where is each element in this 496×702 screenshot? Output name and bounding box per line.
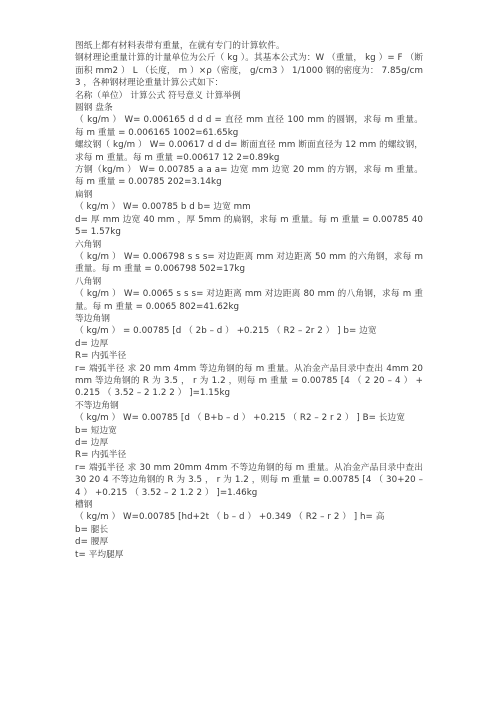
- flat-steel-formula: （ kg/m ） W= 0.00785 b d b= 边宽 mm: [75, 202, 251, 213]
- formula-intro-paragraph: 钢材理论重量计算的计量单位为公斤（ kg ）。其基本公式为：W （重量， kg ）= F （断面积 mm2 ） L （长度， m ）×ρ（密度， g/cm3 ） 1/1000 钢的密度为： 7.85g/cm3 ，各种钢材理论重量计算公式如下：: [75, 53, 423, 89]
- section-channel-steel: 槽钢: [75, 500, 93, 511]
- hexagon-steel-formula: （ kg/m ） W= 0.006798 s s s= 对边距离 mm 对边距离 50 mm 的六角钢，求每 m 重量。每 m 重量 = 0.006798 502=17kg: [75, 251, 423, 275]
- equal-angle-example: r= 端弧半径 求 20 mm 4mm 等边角钢的每 m 重量。从冶金产品目录中查出 4mm 20 mm 等边角钢的 R 为 3.5 ， r 为 1.2 ，则每 m 重量 = 0.00785 [4 （ 2 20 – 4 ） +0.215 （ 3.52 – 2 1.2 2 ） ]=1.15kg: [75, 363, 423, 399]
- unequal-angle-example: r= 端弧半径 求 30 mm 20mm 4mm 不等边角钢的每 m 重量。从冶金产品目录中查出 30 20 4 不等边角钢的 R 为 3.5 ， r 为 1.2 ，则每 m 重量 = 0.00785 [4 （ 30+20 – 4 ） +0.215 （ 3.52 – 2 1.2 2 ） ]=1.46kg: [75, 462, 423, 498]
- unequal-angle-symbol-R: R= 内弧半径: [75, 450, 127, 461]
- unequal-angle-symbol-d: d= 边厚: [75, 438, 109, 448]
- equal-angle-formula: （ kg/m ） = 0.00785 [d （ 2b – d ） +0.215 （ R2 – 2r 2 ） ] b= 边宽: [75, 326, 377, 337]
- document-text: [75, 40, 423, 561]
- section-flat-steel: 扁钢: [75, 189, 93, 200]
- square-steel-formula: 方钢（kg/m ） W= 0.00785 a a a= 边宽 mm 边宽 20 mm 的方钢，求每 m 重量。每 m 重量 = 0.00785 202=3.14kg: [75, 165, 423, 188]
- channel-steel-formula: （ kg/m ） W=0.00785 [hd+2t （ b – d ） +0.349 （ R2 – r 2 ） ] h= 高: [75, 512, 385, 523]
- channel-symbol-d: d= 腰厚: [75, 537, 109, 548]
- rebar-formula: 螺纹钢（ kg/m ） W= 0.00617 d d d= 断面直径 mm 断面直径为 12 mm 的螺纹钢，求每 m 重量。每 m 重量 =0.00617 12 2=0.89kg: [75, 140, 423, 163]
- section-octagon-steel: 八角钢: [75, 276, 102, 287]
- equal-angle-symbol-R: R= 内弧半径: [75, 351, 127, 362]
- round-steel-formula: （ kg/m ） W= 0.006165 d d d = 直径 mm 直径 100 mm 的圆钢，求每 m 重量。每 m 重量 = 0.006165 1002=61.65kg: [75, 115, 423, 138]
- equal-angle-symbol-d: d= 边厚: [75, 338, 109, 349]
- flat-steel-example: d= 厚 mm 边宽 40 mm ，厚 5mm 的扁钢，求每 m 重量。每 m 重量 = 0.00785 40 5= 1.57kg: [75, 214, 423, 238]
- section-equal-angle: 等边角钢: [75, 313, 110, 324]
- unequal-angle-formula: （ kg/m ） W= 0.00785 [d （ B+b – d ） +0.215 （ R2 – 2 r 2 ） ] B= 长边宽: [75, 413, 405, 424]
- section-unequal-angle: 不等边角钢: [75, 400, 119, 411]
- unequal-angle-symbol-b: b= 短边宽: [75, 425, 117, 436]
- channel-symbol-t: t= 平均腿厚: [75, 549, 124, 560]
- channel-symbol-b: b= 腿长: [75, 524, 109, 535]
- section-round-steel: 圆钢 盘条: [75, 103, 113, 114]
- table-header-line: 名称（单位） 计算公式 符号意义 计算举例: [75, 90, 241, 101]
- octagon-steel-formula: （ kg/m ） W= 0.0065 s s s= 对边距离 mm 对边距离 80 mm 的八角钢，求每 m 重量。每 m 重量 = 0.0065 802=41.62kg: [75, 289, 423, 312]
- section-hexagon-steel: 六角钢: [75, 239, 102, 250]
- intro-line: 图纸上都有材料表带有重量，在就有专门的计算软件。: [75, 41, 285, 51]
